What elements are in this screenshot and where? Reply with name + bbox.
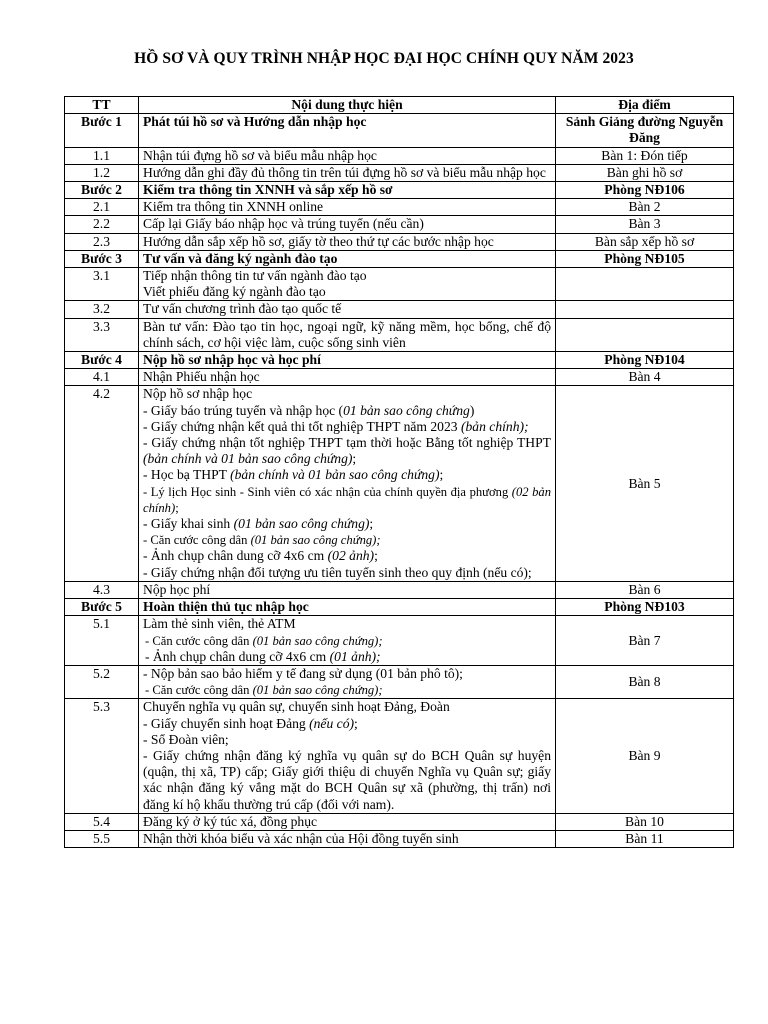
item-location: Bàn ghi hồ sơ xyxy=(556,164,734,181)
document-note: (bản chính và 01 bản sao công chứng) xyxy=(143,451,353,467)
document-note: (01 bản sao công chứng); xyxy=(252,683,383,698)
document-text: - Giấy chứng nhận đối tượng ưu tiên tuyển sinh theo quy định (nếu có); xyxy=(143,564,532,580)
item-row xyxy=(65,268,734,301)
table-body xyxy=(65,114,734,848)
item-number: 2.3 xyxy=(65,233,139,250)
item-location: Bàn 5 xyxy=(556,386,734,581)
document-text: - Giấy khai sinh xyxy=(143,516,234,532)
required-document xyxy=(143,419,551,435)
item-line: Hướng dẫn ghi đầy đủ thông tin trên túi đựng hồ sơ và biểu mẫu nhập học xyxy=(143,164,546,180)
step-title: Kiểm tra thông tin XNNH và sắp xếp hồ sơ xyxy=(139,182,556,199)
item-number: 5.1 xyxy=(65,616,139,666)
item-content xyxy=(139,830,556,847)
item-number: 5.3 xyxy=(65,699,139,813)
item-line: Tư vấn chương trình đào tạo quốc tế xyxy=(143,301,342,317)
document-suffix: ; xyxy=(439,467,444,483)
required-document xyxy=(143,649,551,665)
item-location: Bàn 8 xyxy=(556,665,734,698)
document-text: - Ảnh chụp chân dung cỡ 4x6 cm xyxy=(143,548,328,564)
document-text: - Lý lịch Học sinh - Sinh viên có xác nhận của chính quyền địa phương xyxy=(143,484,512,499)
item-row xyxy=(65,318,734,351)
item-location: Bàn sắp xếp hồ sơ xyxy=(556,233,734,250)
step-title: Tư vấn và đăng ký ngành đào tạo xyxy=(139,250,556,267)
item-line: Nhận thời khóa biểu và xác nhận của Hội đồng tuyển sinh xyxy=(143,830,459,846)
required-document xyxy=(143,467,551,483)
header-location: Địa điểm xyxy=(556,97,734,114)
item-row xyxy=(65,665,734,698)
item-location: Bàn 11 xyxy=(556,830,734,847)
item-row xyxy=(65,233,734,250)
item-content xyxy=(139,665,556,698)
item-line: Chuyển nghĩa vụ quân sự, chuyển sinh hoạt Đảng, Đoàn xyxy=(143,699,450,715)
required-document xyxy=(143,516,551,532)
item-location: Bàn 4 xyxy=(556,369,734,386)
item-number: 5.2 xyxy=(65,665,139,698)
document-text: - Giấy chuyển sinh hoạt Đảng xyxy=(143,715,310,731)
document-note: (01 bản sao công chứng) xyxy=(233,516,370,532)
item-content xyxy=(139,301,556,318)
item-row xyxy=(65,164,734,181)
item-location: Bàn 3 xyxy=(556,216,734,233)
document-note: (bản chính và 01 bản sao công chứng) xyxy=(230,467,440,483)
item-location xyxy=(556,268,734,301)
item-content xyxy=(139,813,556,830)
item-content xyxy=(139,147,556,164)
item-line: Kiểm tra thông tin XNNH online xyxy=(143,199,324,215)
required-document xyxy=(143,748,551,813)
item-content xyxy=(139,318,556,351)
step-title: Hoàn thiện thủ tục nhập học xyxy=(139,599,556,616)
item-row xyxy=(65,369,734,386)
item-row xyxy=(65,216,734,233)
step-row xyxy=(65,352,734,369)
item-row xyxy=(65,813,734,830)
step-location: Phòng NĐ105 xyxy=(556,250,734,267)
item-location xyxy=(556,318,734,351)
item-content xyxy=(139,268,556,301)
step-number: Bước 2 xyxy=(65,182,139,199)
step-number: Bước 5 xyxy=(65,599,139,616)
document-text: - Căn cước công dân xyxy=(145,633,253,648)
item-row xyxy=(65,581,734,598)
step-location: Phòng NĐ104 xyxy=(556,352,734,369)
item-line: Tiếp nhận thông tin tư vấn ngành đào tạo xyxy=(143,268,367,284)
item-row xyxy=(65,830,734,847)
document-text: - Giấy chứng nhận tốt nghiệp THPT tạm thời hoặc Bằng tốt nghiệp THPT xyxy=(143,435,551,451)
required-document xyxy=(143,716,551,732)
required-document xyxy=(143,633,551,649)
item-location xyxy=(556,301,734,318)
admission-procedure-table xyxy=(64,96,734,848)
item-number: 5.5 xyxy=(65,830,139,847)
item-location: Bàn 9 xyxy=(556,699,734,813)
item-row xyxy=(65,699,734,813)
item-location: Bàn 6 xyxy=(556,581,734,598)
document-text: - Sổ Đoàn viên; xyxy=(143,731,229,747)
step-title: Nộp hồ sơ nhập học và học phí xyxy=(139,352,556,369)
item-line: - Nộp bản sao bảo hiểm y tế đang sử dụng (01 bản phô tô); xyxy=(143,665,463,681)
document-note: (nếu có) xyxy=(309,715,355,731)
step-title: Phát túi hồ sơ và Hướng dẫn nhập học xyxy=(139,114,556,147)
item-number: 3.1 xyxy=(65,268,139,301)
document-note: (01 ảnh); xyxy=(329,648,381,664)
item-location: Bàn 1: Đón tiếp xyxy=(556,147,734,164)
item-content xyxy=(139,581,556,598)
item-line: Viết phiếu đăng ký ngành đào tạo xyxy=(143,284,326,300)
document-note: 01 bản sao công chứng xyxy=(343,402,470,418)
required-document xyxy=(143,548,551,564)
step-number: Bước 4 xyxy=(65,352,139,369)
document-text: - Học bạ THPT xyxy=(143,467,231,483)
header-tt: TT xyxy=(65,97,139,114)
item-content xyxy=(139,386,556,581)
document-suffix: ; xyxy=(374,548,378,564)
document-text: - Giấy chứng nhận kết quả thi tốt nghiệp THPT năm 2023 xyxy=(143,418,461,434)
step-row xyxy=(65,182,734,199)
item-content xyxy=(139,164,556,181)
required-document xyxy=(143,532,551,548)
item-content xyxy=(139,616,556,666)
required-document xyxy=(143,732,551,748)
required-document xyxy=(143,565,551,581)
item-content xyxy=(139,199,556,216)
document-suffix: ; xyxy=(175,500,179,515)
step-number: Bước 3 xyxy=(65,250,139,267)
table-header-row xyxy=(65,97,734,114)
item-line: Nhận túi đựng hồ sơ và biểu mẫu nhập học xyxy=(143,147,377,163)
document-note: (bản chính); xyxy=(460,418,529,434)
item-line: Nhận Phiếu nhận học xyxy=(143,369,260,385)
item-line: Nộp hồ sơ nhập học xyxy=(143,386,253,402)
page-title: HỒ SƠ VÀ QUY TRÌNH NHẬP HỌC ĐẠI HỌC CHÍNH QUY NĂM 2023 xyxy=(134,50,634,67)
document-suffix: ) xyxy=(469,402,475,418)
item-number: 4.3 xyxy=(65,581,139,598)
item-line: Cấp lại Giấy báo nhập học và trúng tuyển (nếu cần) xyxy=(143,216,424,232)
item-number: 1.1 xyxy=(65,147,139,164)
item-number: 2.2 xyxy=(65,216,139,233)
item-number: 4.1 xyxy=(65,369,139,386)
item-location: Bàn 10 xyxy=(556,813,734,830)
document-text: - Giấy báo trúng tuyển và nhập học ( xyxy=(143,402,344,418)
document-suffix: ; xyxy=(352,451,357,467)
document-note: (01 bản sao công chứng); xyxy=(252,633,383,648)
document-suffix: ; xyxy=(354,715,358,731)
item-location: Bàn 2 xyxy=(556,199,734,216)
item-line: Làm thẻ sinh viên, thẻ ATM xyxy=(143,616,296,632)
item-content xyxy=(139,699,556,813)
item-row xyxy=(65,199,734,216)
document-text: - Căn cước công dân xyxy=(145,683,253,698)
header-content: Nội dung thực hiện xyxy=(139,97,556,114)
item-number: 4.2 xyxy=(65,386,139,581)
item-line: Nộp học phí xyxy=(143,581,211,597)
step-location: Phòng NĐ106 xyxy=(556,182,734,199)
document-note: (02 ảnh) xyxy=(327,548,375,564)
document-text: - Căn cước công dân xyxy=(143,533,251,548)
required-document xyxy=(143,484,551,516)
step-row xyxy=(65,250,734,267)
step-row xyxy=(65,114,734,147)
item-number: 1.2 xyxy=(65,164,139,181)
document-suffix: ; xyxy=(369,516,374,532)
item-line: Bàn tư vấn: Đào tạo tin học, ngoại ngữ, kỹ năng mềm, học bổng, chế độ chính sách, cơ hội việc làm, cuộc sống sinh viên xyxy=(143,318,551,350)
required-document xyxy=(143,435,551,467)
item-number: 3.3 xyxy=(65,318,139,351)
item-number: 2.1 xyxy=(65,199,139,216)
document-note: (02 bản chính) xyxy=(143,484,551,515)
step-location: Sảnh Giảng đường Nguyễn Đăng xyxy=(556,114,734,147)
document-note: (01 bản sao công chứng); xyxy=(250,533,381,548)
item-location: Bàn 7 xyxy=(556,616,734,666)
item-row xyxy=(65,386,734,581)
step-row xyxy=(65,599,734,616)
required-document xyxy=(143,403,551,419)
item-row xyxy=(65,616,734,666)
document-text: - Ảnh chụp chân dung cỡ 4x6 cm xyxy=(145,648,330,664)
item-row xyxy=(65,147,734,164)
step-location: Phòng NĐ103 xyxy=(556,599,734,616)
item-content xyxy=(139,369,556,386)
item-row xyxy=(65,301,734,318)
step-number: Bước 1 xyxy=(65,114,139,147)
item-line: Hướng dẫn sắp xếp hồ sơ, giấy tờ theo thứ tự các bước nhập học xyxy=(143,233,494,249)
required-document xyxy=(143,682,551,698)
document-text: - Giấy chứng nhận đăng ký nghĩa vụ quân sự do BCH Quân sự huyện (quận, thị xã, TP) cấp; Giấy giới thiệu di chuyển Nghĩa vụ Quân sự; giấy xác nhận đăng ký vắng mặt do BCH Quân sự xã (phường, thị trấn) nơi đăng kí hộ khẩu thường trú cấp (đối với nam). xyxy=(143,747,551,812)
item-number: 5.4 xyxy=(65,813,139,830)
item-content xyxy=(139,216,556,233)
item-content xyxy=(139,233,556,250)
item-number: 3.2 xyxy=(65,301,139,318)
item-line: Đăng ký ở ký túc xá, đồng phục xyxy=(143,813,318,829)
